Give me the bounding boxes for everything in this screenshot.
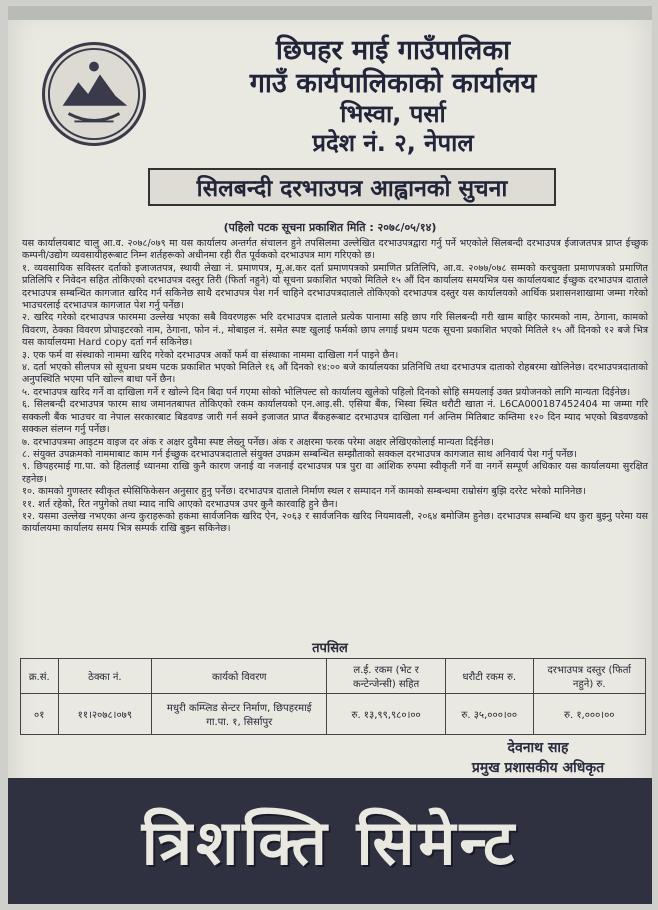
condition-3: ३. एक फर्म वा संस्थाको नाममा खरिद गरेको दरभाउपत्र अर्को फर्म वा संस्थाका नाममा दाखिला गर्न पाइने छैन। [22, 349, 399, 361]
condition-10: १०. कामको गुणस्तर स्वीकृत स्पेसिफिकेसन अनुसार हुनु पर्नेछ। दरभाउपत्र दाताले निर्माण स्थल र सम्पादन गर्ने कामको सम्बन्धमा राम्रोसंग बुझि दररेट भरेको मानिनेछ। [22, 486, 586, 498]
condition-6: ६. सिलबन्दी दरभाउपत्र फारम साथ जमानतबापत तोकिएको रकम कार्यालयको एन.आइ.सी. एसिया बैंक, भिस्वा स्थित धरौटी खाता नं. L6CA000187452404 मा जम्मा गरि सक्कली बैंक भाउचर वा नेपाल सरकारबाट बिडवण्ड जारी गर्न सक्ने इजाजत प्राप्त बैंकहरूबाट दरभाउपत्र दाखिला गर्न अन्तिम मितिबाट कम्तिमा १२० दिन म्याद भएको बिडवण्डको सक्कल संलग्न गर्नु पर्नेछ। [22, 399, 648, 436]
top-border [8, 6, 652, 20]
municipality-name: छिपहर माई गाउँपालिका [275, 35, 511, 66]
condition-12: १२. यसमा उल्लेख नभएका अन्य कुराहरूको हकमा सार्वजनिक खरिद ऐन, २०६३ र सार्वजनिक खरिद नियमावली, २०६४ बमोजिम हुनेछ। दरभाउपत्र सम्बन्धि थप कुरा बुझ्नु परेमा यस कार्यालयमा कार्यालय समय भित्र सम्पर्क राखि बुझ्न सकिनेछ। [22, 510, 648, 535]
cell-fee: रु. १,०००।०० [533, 694, 646, 735]
signatory-title: प्रमुख प्रशासकीय अधिकृत [471, 760, 605, 776]
office-name: गाउँ कार्यपालिकाको कार्यालय [249, 68, 537, 99]
notice-page [8, 6, 652, 904]
condition-2: २. खरिद गरेको दरभाउपत्र फारममा उल्लेख भएका सबै विवरणहरू भरि दरभाउपत्र दाताले प्रत्येक पानामा सहि छाप गरि सिलबन्दी गरी खाम बाहिर फारमको नाम, ठेगाना, कामको विवरण, ठेक्का विवरण प्रोपाइटरको नाम, ठेगाना, फोन नं., मोबाइल नं. समेत स्पष्ट खुलाई फर्मको छाप लगाई प्रथम पटक सूचना प्रकाशित भएको मितिले १५ औं दिनको १२ बजे भित्र यस कार्यालयमा Hard copy दर्ता गर्न सकिनेछ। [22, 312, 648, 349]
condition-7: ७. दरभाउपत्रमा आइटम वाइज दर अंक र अक्षर दुवैमा स्पष्ट लेख्नु पर्नेछ। अंक र अक्षरमा फरक परेमा अक्षर लेखिएकोलाई मान्यता दिईनेछ। [22, 436, 494, 448]
condition-1: १. व्यवसायिक सविस्तर दर्ताको इजाजतपत्र, स्थायी लेखा नं. प्रमाणपत्र, मू.अ.कर दर्ता प्रमाणपत्रको प्रमाणित प्रतिलिपि, आ.व. २०७७/०७८ सम्मको करचुक्ता प्रमाणपत्रको प्रमाणित प्रतिलिपि र निवेदन सहित तोकिएको दरभाउपत्र दस्तुर तिरी (फिर्ता नहुने) यो सूचना प्रकाशित भएको मितिले १५ औं दिन कार्यालय समयभित्र यस कार्यालयबाट ईच्छुक दरभाउपत्र दाताले दरभाउपत्र सम्बन्धित कागजात खरिद गर्न सकिनेछ साथै दरभाउपत्र पेश गर्न चाहिने दरभाउपत्रदाताले तोकिएको दरभाउपत्र दस्तुर यस कार्यालयको आर्थिक प्रशासनशाखामा जम्मा गरेको भाउचरलाई दरभाउपत्र कागजात पेश गर्नु पर्नेछ। [22, 262, 648, 312]
col-fee: दरभाउपत्र दस्तुर (फिर्ता नहुने) रु. [533, 659, 646, 694]
col-work-description: कार्यको विवरण [152, 659, 327, 694]
col-serial: क्र.सं. [21, 659, 59, 694]
col-estimate: ल.ई. रकम (भेट र कन्टेन्जेन्सी) सहित [327, 659, 446, 694]
table-row [21, 694, 646, 735]
intro-paragraph: यस कार्यालयबाट चालु आ.व. २०७८/०७९ मा यस कार्यालय अन्तर्गत संचालन हुने तपसिलमा उल्लेखित दरभाउपत्रद्वारा गर्नु पर्ने भएकोले सिलबन्दी दरभाउपत्र ईजाजतपत्र प्राप्त ईच्छुक कम्पनी/उद्योग व्यवसायीहरूबाट निम्न शर्तहरूको अधीनमा रही रीत पूर्वकको दरभाउपत्र माग गरिएको छ। [22, 238, 648, 262]
col-contract-no: ठेक्का नं. [58, 659, 152, 694]
advertisement-text: त्रिशक्ति सिमेन्ट [141, 806, 519, 879]
office-header [148, 34, 638, 158]
table-header-row [21, 659, 646, 694]
notice-title: सिलबन्दी दरभाउपत्र आह्वानको सुचना [148, 168, 556, 206]
condition-5: ५. दरभाउपत्र खरिद गर्ने वा दाखिला गर्ने र खोल्ने दिन बिदा पर्न गएमा सोको भोलिपल्ट सो कार्यालय खुलेको पहिलो दिनको सोहि समयलाई उक्त प्रयोजनको लागि मान्यता दिईनेछ। [22, 386, 631, 398]
cell-serial: ०१ [21, 694, 59, 735]
notice-body [22, 238, 648, 536]
condition-11: ११. शर्त रहेको, रित नपुगेको तथा म्याद नाघि आएको दरभाउपत्र उपर कुनै कारवाहि हुने छैन। [22, 498, 338, 510]
province-line: प्रदेश नं. २, नेपाल [312, 129, 474, 157]
government-emblem-icon [42, 42, 146, 146]
schedule-heading: तपसिल [312, 641, 348, 656]
office-location: भिस्वा, पर्सा [340, 100, 446, 128]
publish-date-line: (पहिलो पटक सूचना प्रकाशित मिति : २०७८/०५/१४) [223, 221, 437, 234]
cell-estimate: रु. १३,९९,९८०।०० [327, 694, 446, 735]
cell-deposit: रु. ३५,०००।०० [446, 694, 534, 735]
tender-table [20, 658, 646, 735]
col-deposit: धरौटी रकम रु. [446, 659, 534, 694]
signatory-name: देवनाथ साह [507, 740, 569, 756]
cell-work-description: मधुरी कम्प्लिड सेन्टर निर्माण, छिपहरमाई गा.पा. १, सिर्सापुर [152, 694, 327, 735]
condition-4: ४. दर्ता भएको सीलपत्र सो सूचना प्रथम पटक प्रकाशित भएको मितिले १६ औं दिनको १४:०० बजे कार्यालयका प्रतिनिधि तथा दरभाउपत्र दाताको रोहबरमा खोलिनेछ। दरभाउपत्रदाताको अनुपस्थिति भएमा पनि खोल्न बाधा पर्ने छैन। [22, 362, 648, 386]
condition-9: ९. छिपहरमाई गा.पा. को हितलाई ध्यानमा राखि कुनै कारण जनाई वा नजनाई दरभाउपत्र पत्र पुरा वा आंशिक रुपमा स्वीकृती गर्ने वा नगर्ने सम्पूर्ण अधिकार यस कार्यालयमा सुरक्षित रहनेछ। [22, 461, 648, 485]
cement-advertisement [8, 778, 652, 904]
condition-8: ८. संयुक्त उपक्रमको नाममाबाट काम गर्न ईच्छुक दरभाउपत्रदाताले संयुक्त उपक्रम सम्बन्धित सम्झौताको सक्कल दरभाउपत्र कागजात साथ अनिवार्य पेश गर्नु पर्नेछ। [22, 448, 577, 460]
signature-block [438, 738, 638, 778]
cell-contract-no: ११।२०७८।०७९ [58, 694, 152, 735]
